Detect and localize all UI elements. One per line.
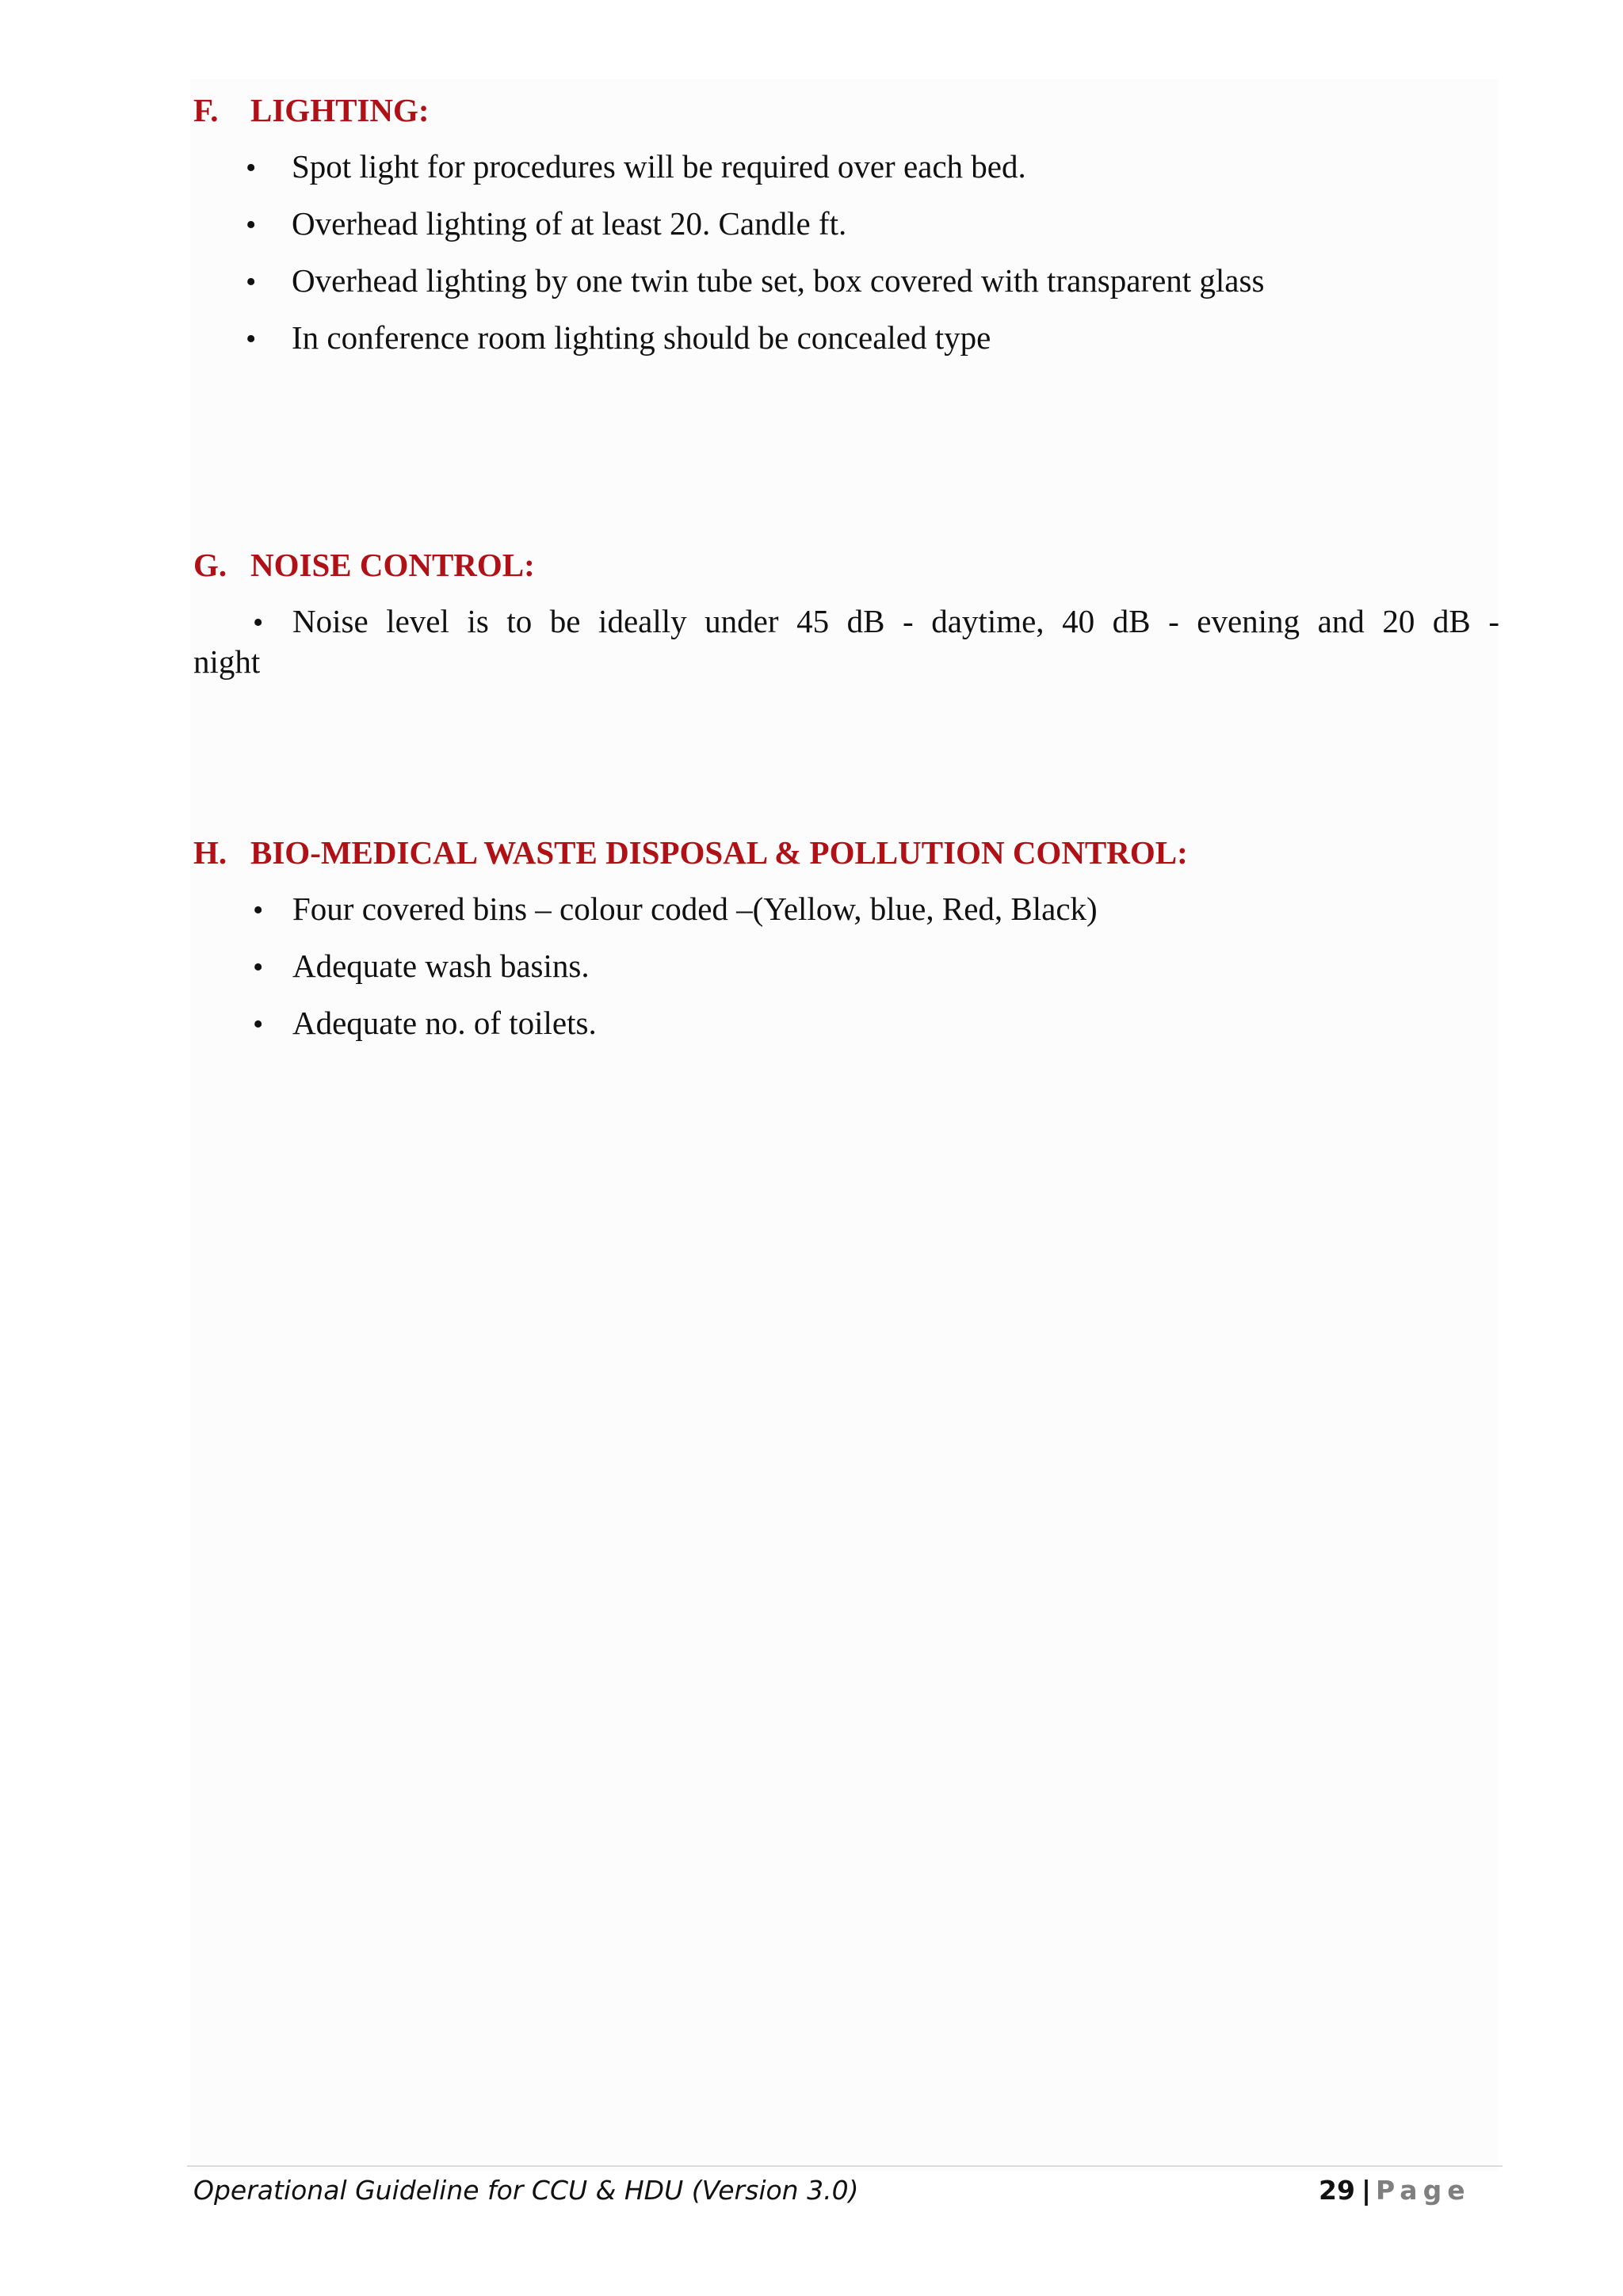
- bullet-icon: •: [246, 151, 257, 185]
- list-item: In conference room lighting should be concealed type: [292, 319, 991, 356]
- page-number: 29: [1319, 2175, 1355, 2206]
- section-heading-lighting: [193, 94, 430, 127]
- page-background: [190, 79, 1498, 2171]
- page-label: Page: [1376, 2175, 1471, 2206]
- bullet-icon: •: [246, 208, 257, 242]
- footer-separator: |: [1361, 2175, 1371, 2206]
- bullet-icon: •: [253, 1008, 264, 1041]
- bullet-icon: •: [253, 894, 264, 927]
- list-item: [292, 605, 1499, 638]
- bullet-icon: •: [253, 606, 264, 639]
- section-letter: G.: [193, 547, 227, 583]
- section-title: NOISE CONTROL:: [250, 547, 535, 583]
- section-title: BIO-MEDICAL WASTE DISPOSAL & POLLUTION CONTROL:: [250, 834, 1188, 871]
- section-heading-bio-medical-waste: [193, 834, 1188, 871]
- list-item: Spot light for procedures will be required over each bed.: [292, 148, 1026, 185]
- section-title: LIGHTING:: [250, 92, 430, 128]
- footer-document-title: Operational Guideline for CCU & HDU (Version 3.0): [193, 2175, 859, 2206]
- footer-page-indicator: [1319, 2175, 1471, 2206]
- list-item: Overhead lighting of at least 20. Candle ft.: [292, 205, 847, 242]
- list-item: Adequate no. of toilets.: [292, 1005, 597, 1041]
- section-letter: F.: [193, 92, 219, 128]
- section-letter: H.: [193, 834, 227, 871]
- list-item: Overhead lighting by one twin tube set, box covered with transparent glass: [292, 262, 1265, 299]
- list-item: Four covered bins – colour coded –(Yellow, blue, Red, Black): [292, 891, 1098, 927]
- bullet-icon: •: [246, 265, 257, 299]
- list-item-continuation: night: [193, 643, 261, 680]
- footer-divider: [187, 2165, 1503, 2167]
- section-heading-noise-control: [193, 549, 535, 582]
- list-item: Adequate wash basins.: [292, 948, 590, 984]
- bullet-icon: •: [253, 951, 264, 984]
- list-item-text: Noise level is to be ideally under 45 dB - daytime, 40 dB - evening and 20 dB -: [292, 603, 1499, 639]
- bullet-icon: •: [246, 322, 257, 356]
